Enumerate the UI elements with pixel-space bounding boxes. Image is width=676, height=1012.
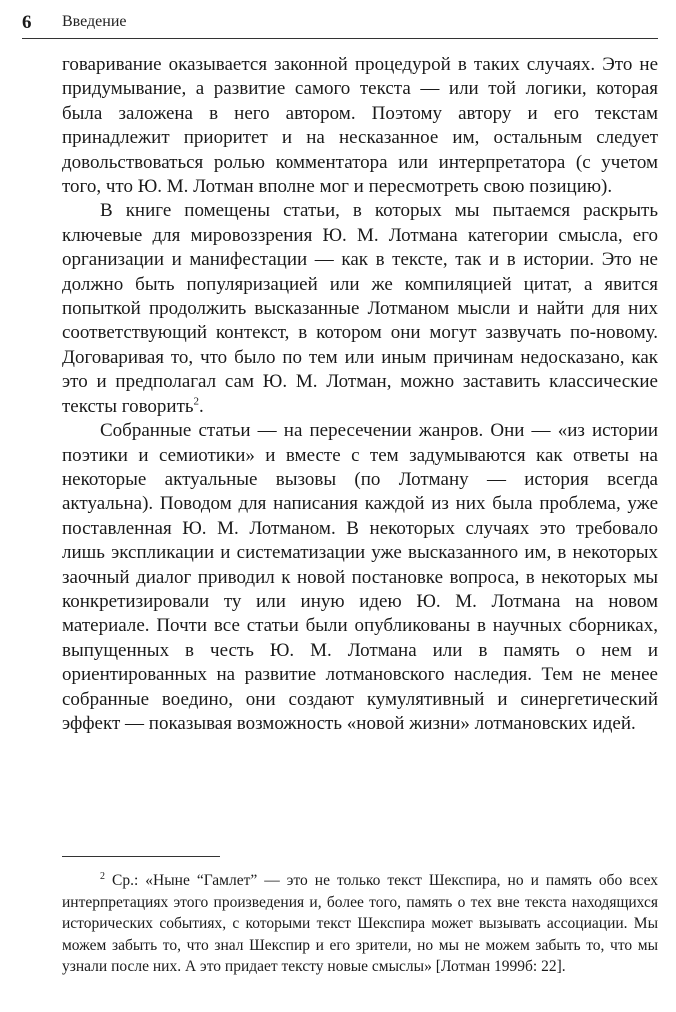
page-number: 6 bbox=[22, 12, 32, 33]
page-header bbox=[22, 8, 658, 39]
footnote bbox=[62, 870, 658, 978]
footnote-text: Ср.: «Ныне “Гамлет” — это не только текст Шекспира, но и память обо всех интерпретациях этого произведения и, более того, память о тех вне текста находящихся исторических событиях, с которыми текст Шекспира может вызывать ассоциации. Мы можем забыть то, что знал Шекспир и его зрители, но мы не можем забыть то, что мы узнали после них. А это придает тексту новые смыслы» [Лотман 1999б: 22]. bbox=[62, 872, 658, 975]
paragraph-3: Собранные статьи — на пересечении жанров. Они — «из истории поэтики и семиотики» и вместе с тем задумываются как ответы на некоторые актуальные вызовы (по Лотману — история всегда актуальна). Поводом для написания каждой из них была проблема, уже поставленная Ю. М. Лотманом. В некоторых случаях это требовало лишь экспликации и систематизации уже высказанного им, в некоторых заочный диалог приводил к новой постановке вопроса, в некоторых мы конкретизировали ту или иную идею Ю. М. Лотмана на новом материале. Почти все статьи были опубликованы в научных сборниках, выпущенных в честь Ю. М. Лотмана или в память о нем и ориентированных на развитие лотмановского наследия. Тем не менее собранные воедино, они создают кумулятивный и синергетический эффект — показывая возможность «новой жизни» лотмановских идей. bbox=[62, 420, 658, 734]
body-text bbox=[62, 53, 658, 736]
footnote-reference[interactable]: 2 bbox=[193, 395, 200, 408]
paragraph-1: говаривание оказывается законной процедурой в таких случаях. Это не придумывание, а развитие самого текста — или той логики, которая была заложена в него автором. Поэтому автору и его текстам принадлежит приоритет и на несказанное им, остальным следует довольствоваться ролью комментатора или интерпретатора (с учетом того, что Ю. М. Лотман вполне мог и пересмотреть свою позицию). bbox=[62, 54, 658, 198]
running-title: Введение bbox=[62, 13, 127, 30]
paragraph-2: В книге помещены статьи, в которых мы пытаемся раскрыть ключевые для мировоззрения Ю. М. Лотмана категории смысла, его организации и манифестации — как в тексте, так и в истории. Это не должно быть популяризацией или же компиляцией цитат, а явится попыткой продолжить высказанные Лотманом мысли и найти для них соответствующий контекст, в котором они могут зазвучать по-новому. Договаривая то, что было по тем или иным причинам недосказано, как это и предполагал сам Ю. М. Лотман, можно заставить классические тексты говорить$^2$. bbox=[62, 200, 658, 417]
footnote-marker: 2 bbox=[100, 870, 105, 882]
footnote-divider bbox=[62, 856, 220, 857]
